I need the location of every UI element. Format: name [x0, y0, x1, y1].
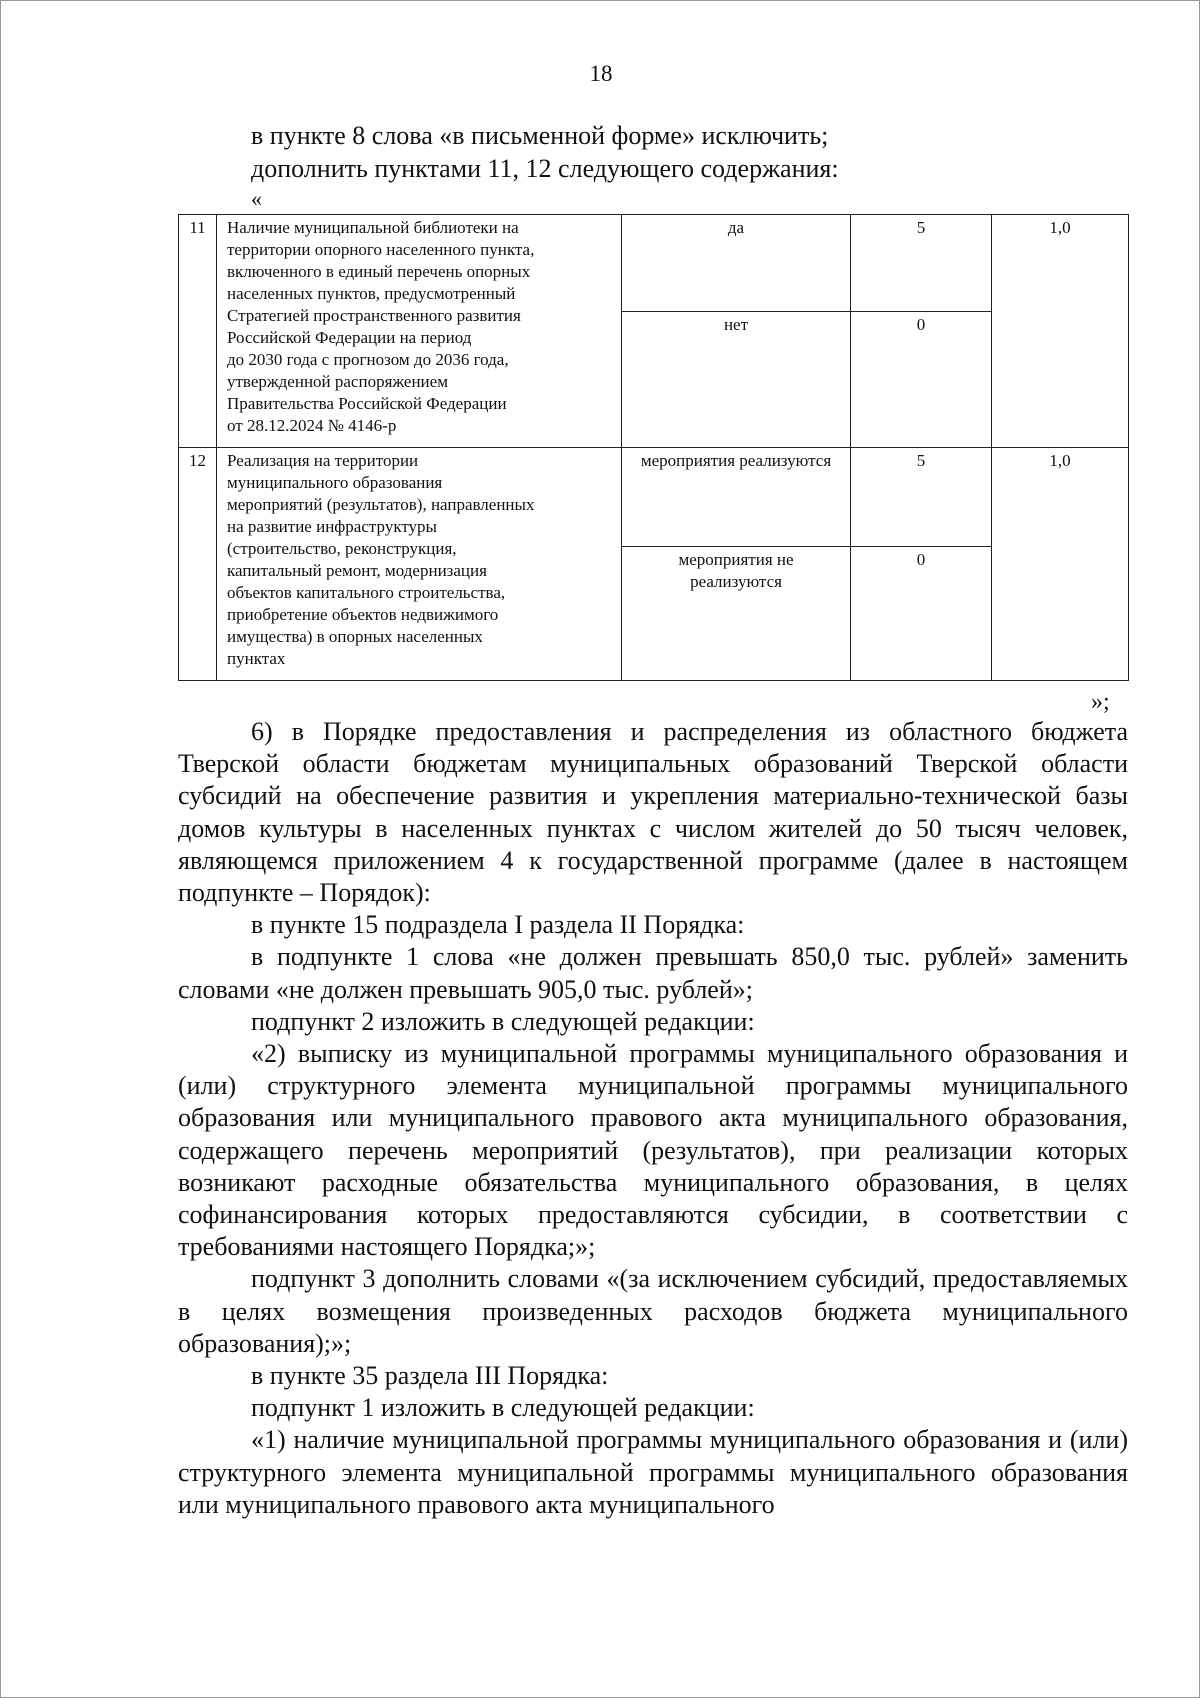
paragraph: подпункт 3 дополнить словами «(за исключением субсидий, предоставляемых в целях возмещения произведенных расходов бюджета муниципального образования);»; — [178, 1264, 1128, 1358]
paragraph: в подпункте 1 слова «не должен превышать 850,0 тыс. рублей» заменить словами «не должен превышать 905,0 тыс. рублей»; — [178, 942, 1128, 1004]
weight-coefficient: 1,0 — [992, 215, 1129, 448]
criterion-line: территории опорного населенного пункта, — [227, 240, 535, 259]
option-value: нет — [622, 312, 851, 448]
option-score: 0 — [851, 547, 992, 681]
criterion-line: Реализация на территории — [227, 451, 419, 470]
page-number: 18 — [589, 61, 613, 86]
criterion-line: Наличие муниципальной библиотеки на — [227, 218, 519, 237]
criterion-line: Правительства Российской Федерации — [227, 394, 507, 413]
intro-block — [251, 119, 1131, 185]
criterion-line: имущества) в опорных населенных — [227, 627, 483, 646]
criterion-line: на развитие инфраструктуры — [227, 517, 437, 536]
row-number: 11 — [179, 215, 217, 448]
paragraph: в пункте 15 подраздела I раздела II Порядка: — [251, 910, 745, 940]
criterion-line: включенного в единый перечень опорных — [227, 262, 531, 281]
criterion-line: (строительство, реконструкция, — [227, 539, 457, 558]
paragraph: «2) выписку из муниципальной программы муниципального образования и (или) структурного элемента муниципальной программы муниципального образования или муниципального правового акта муниципального образования, содержащего перечень мероприятий (результатов), при реализации которых возникают расходные обязательства муниципального образования, в целях софинансирования которых предоставляются субсидии, в соответствии с требованиями настоящего Порядка;»; — [178, 1039, 1128, 1262]
intro-line: в пункте 8 слова «в письменной форме» исключить; — [251, 121, 829, 150]
criterion-line: от 28.12.2024 № 4146-р — [227, 416, 397, 435]
criterion-cell — [217, 215, 622, 448]
paragraph: подпункт 1 изложить в следующей редакции: — [251, 1393, 755, 1423]
intro-line: дополнить пунктами 11, 12 следующего содержания: — [251, 154, 839, 183]
criterion-line: Стратегией пространственного развития — [227, 306, 521, 325]
weight-coefficient: 1,0 — [992, 448, 1129, 681]
option-score: 0 — [851, 312, 992, 448]
paragraph: подпункт 2 изложить в следующей редакции: — [251, 1006, 755, 1036]
criterion-line: капитальный ремонт, модернизация — [227, 561, 487, 580]
criterion-line: объектов капитального строительства, — [227, 583, 506, 602]
row-number: 12 — [179, 448, 217, 681]
criterion-line: до 2030 года с прогнозом до 2036 года, — [227, 350, 509, 369]
criterion-cell — [217, 448, 622, 681]
criterion-line: пунктах — [227, 649, 286, 668]
closing-quote: »; — [1091, 689, 1110, 715]
option-value: да — [622, 215, 851, 312]
table-row — [179, 448, 1129, 547]
table-row — [179, 215, 1129, 312]
paragraph: 6) в Порядке предоставления и распределения из областного бюджета Тверской области бюджетам муниципальных образований Тверской области субсидий на обеспечение развития и укрепления материально-технической базы домов культуры в населенных пунктах с числом жителей до 50 тысяч человек, являющемся приложением 4 к государственной программе (далее в настоящем подпункте – Порядок): — [178, 717, 1128, 908]
option-value: мероприятия не реализуются — [622, 547, 851, 681]
criterion-line: мероприятий (результатов), направленных — [227, 495, 535, 514]
body-text — [178, 716, 1128, 1521]
criterion-line: приобретение объектов недвижимого — [227, 605, 499, 624]
paragraph: «1) наличие муниципальной программы муниципального образования и (или) структурного элемента муниципальной программы муниципального образования или муниципального правового акта муниципального — [178, 1425, 1128, 1519]
option-value: мероприятия реализуются — [622, 448, 851, 547]
option-score: 5 — [851, 448, 992, 547]
paragraph: в пункте 35 раздела III Порядка: — [251, 1361, 609, 1391]
criteria-table — [178, 214, 1129, 681]
criterion-line: Российской Федерации на период — [227, 328, 472, 347]
criterion-line: муниципального образования — [227, 473, 443, 492]
criterion-line: населенных пунктов, предусмотренный — [227, 284, 516, 303]
opening-quote: « — [251, 186, 262, 211]
option-score: 5 — [851, 215, 992, 312]
criterion-line: утвержденной распоряжением — [227, 372, 448, 391]
